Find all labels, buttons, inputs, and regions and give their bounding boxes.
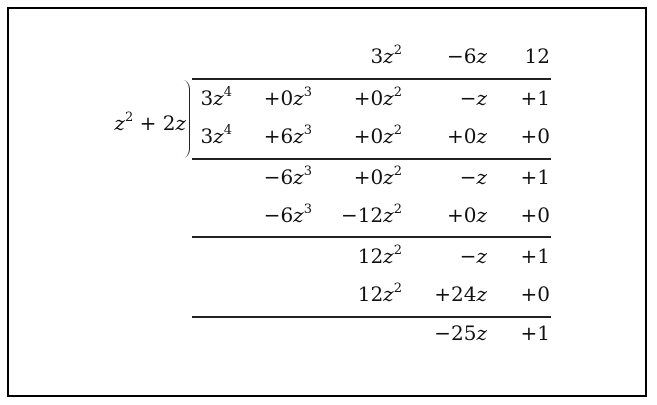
document-frame	[7, 7, 647, 397]
term-coefficient: 3	[370, 44, 384, 68]
term-coefficient: +1	[520, 165, 550, 189]
term-variable: z	[383, 165, 394, 189]
division-term	[340, 202, 402, 227]
division-term	[357, 281, 402, 306]
term-coefficient: −	[459, 86, 477, 110]
term-exponent: 2	[393, 164, 402, 180]
term-coefficient: +6	[263, 124, 294, 148]
term-coefficient: 12	[524, 44, 550, 68]
term-coefficient: 12	[357, 244, 384, 268]
term-variable: z	[383, 86, 394, 110]
division-term	[370, 43, 402, 68]
division-term	[263, 202, 312, 227]
term-variable: z	[476, 44, 487, 68]
term-variable: z	[293, 165, 304, 189]
division-term	[263, 164, 312, 189]
term-coefficient: +24	[434, 282, 477, 306]
division-term	[447, 46, 487, 66]
term-variable: z	[383, 244, 394, 268]
subtraction-line-3	[192, 316, 551, 318]
term-coefficient: −25	[434, 321, 477, 345]
divisor	[114, 110, 186, 135]
term-coefficient: +0	[263, 86, 294, 110]
term-coefficient: −6	[263, 203, 294, 227]
term-coefficient: 3	[200, 86, 214, 110]
term-variable: z	[476, 244, 487, 268]
term-coefficient: −	[459, 165, 477, 189]
division-term	[525, 46, 550, 66]
term-variable: z	[476, 321, 487, 345]
term-variable: z	[476, 165, 487, 189]
subtraction-line-1	[192, 158, 551, 160]
term-coefficient: −6	[263, 165, 294, 189]
term-coefficient: +0	[520, 282, 550, 306]
term-variable: z	[175, 111, 186, 135]
term-coefficient: +1	[520, 321, 550, 345]
term-coefficient: +0	[353, 86, 384, 110]
term-coefficient: +0	[353, 165, 384, 189]
term-exponent: 3	[303, 123, 312, 139]
term-exponent: 2	[393, 43, 402, 59]
term-coefficient: + 2	[133, 111, 176, 135]
division-term	[353, 85, 402, 110]
term-exponent: 2	[393, 281, 402, 297]
division-term	[200, 123, 232, 148]
term-coefficient: +0	[446, 203, 477, 227]
term-exponent: 2	[393, 202, 402, 218]
term-variable: z	[383, 124, 394, 148]
term-coefficient: 3	[200, 124, 214, 148]
division-term	[460, 246, 487, 266]
term-variable: z	[213, 86, 224, 110]
term-coefficient: +1	[520, 86, 550, 110]
term-coefficient: 12	[357, 282, 384, 306]
term-exponent: 2	[393, 123, 402, 139]
term-exponent: 2	[393, 243, 402, 259]
term-variable: z	[293, 203, 304, 227]
division-term	[263, 123, 312, 148]
term-variable: z	[476, 86, 487, 110]
term-coefficient: +0	[520, 203, 550, 227]
term-coefficient: +1	[520, 244, 550, 268]
division-term	[447, 126, 487, 146]
division-term	[434, 284, 487, 304]
division-term	[521, 284, 550, 304]
division-term	[460, 88, 487, 108]
term-exponent: 2	[124, 110, 134, 126]
division-term	[521, 246, 550, 266]
division-term	[460, 167, 487, 187]
division-bracket	[183, 80, 190, 158]
term-variable: z	[293, 124, 304, 148]
quotient-bar	[192, 78, 551, 80]
division-term	[263, 85, 312, 110]
division-term	[521, 167, 550, 187]
division-term	[521, 88, 550, 108]
term-variable: z	[476, 203, 487, 227]
term-variable: z	[476, 124, 487, 148]
term-coefficient: −	[459, 244, 477, 268]
term-coefficient: +0	[520, 124, 550, 148]
division-term	[521, 323, 550, 343]
term-variable: z	[213, 124, 224, 148]
term-variable: z	[383, 203, 394, 227]
term-exponent: 3	[303, 202, 312, 218]
division-term	[521, 205, 550, 225]
term-variable: z	[383, 44, 394, 68]
term-coefficient: +0	[353, 124, 384, 148]
division-term	[434, 323, 487, 343]
term-coefficient: +0	[446, 124, 477, 148]
term-exponent: 4	[223, 85, 232, 101]
division-term	[357, 243, 402, 268]
subtraction-line-2	[192, 236, 551, 238]
division-term	[200, 85, 232, 110]
term-exponent: 2	[393, 85, 402, 101]
term-variable: z	[383, 282, 394, 306]
division-term	[447, 205, 487, 225]
term-coefficient: −12	[340, 203, 384, 227]
term-variable: z	[293, 86, 304, 110]
term-coefficient: −6	[446, 44, 477, 68]
term-exponent: 4	[223, 123, 232, 139]
term-exponent: 3	[303, 85, 312, 101]
division-term	[353, 164, 402, 189]
division-term	[521, 126, 550, 146]
term-variable: z	[114, 111, 125, 135]
division-term	[353, 123, 402, 148]
term-exponent: 3	[303, 164, 312, 180]
term-variable: z	[476, 282, 487, 306]
